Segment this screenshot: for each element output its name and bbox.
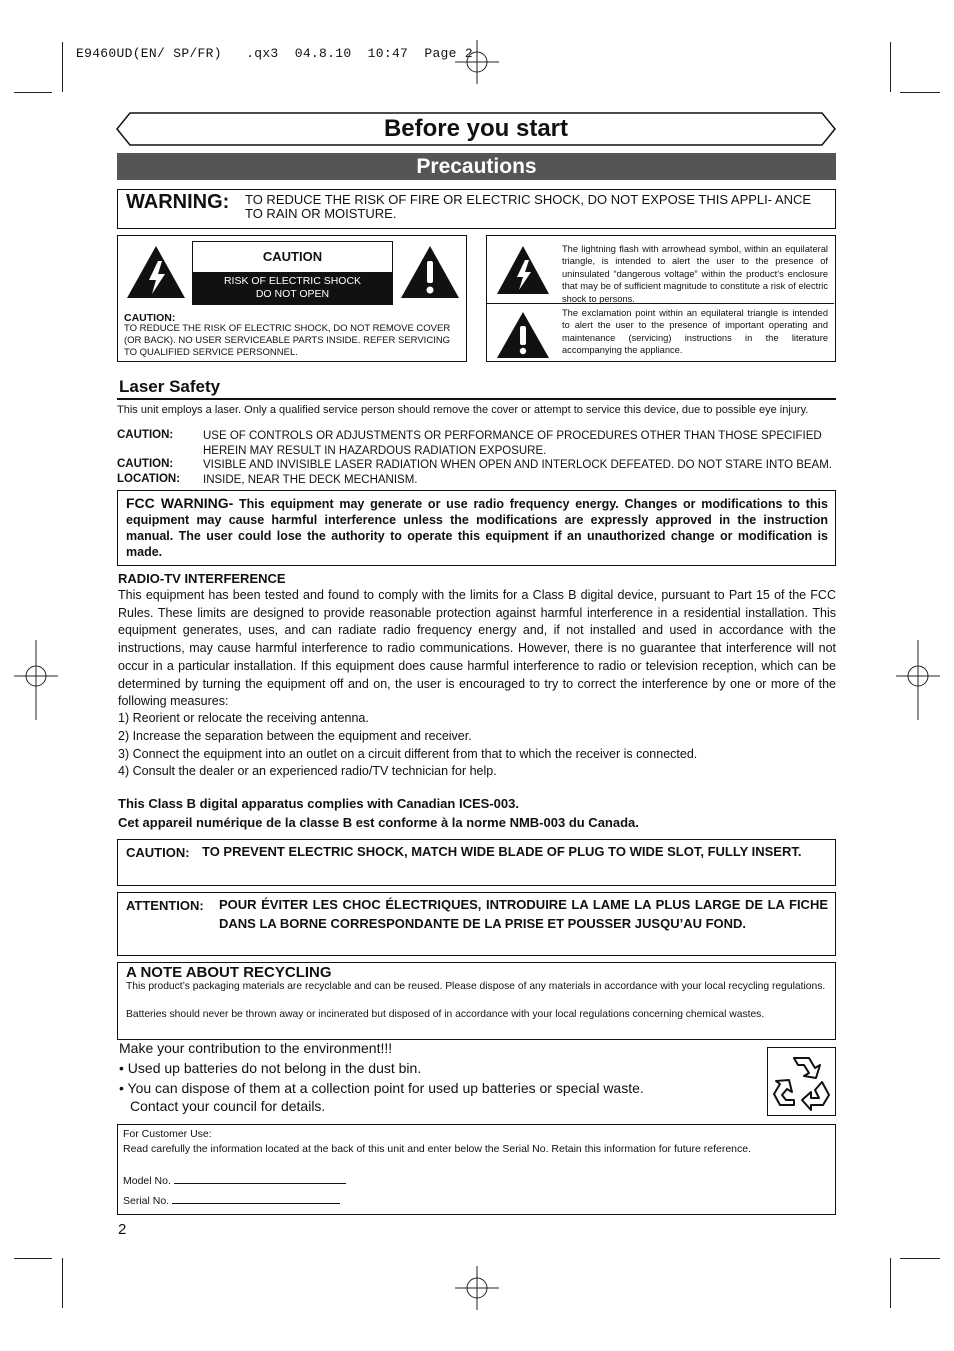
registration-mark-icon [896,640,940,720]
recycle-icon-frame [767,1047,836,1116]
laser-divider [117,398,836,400]
list-item: 1) Reorient or relocate the receiving antenna. [118,711,369,725]
serial-number-blank [172,1194,340,1204]
plug-caution-label: CAUTION: [126,845,190,860]
laser-location-label: LOCATION: [117,473,181,485]
caution-small-title: CAUTION: [124,312,176,324]
caution-small-text: TO REDUCE THE RISK OF ELECTRIC SHOCK, DO NOT REMOVE COVER (OR BACK). NO USER SERVICEABLE PARTS INSIDE. REFER SERVICING TO QUALIFIED SERVICE PERSONNEL. [124,323,451,358]
environment-bullet-2-cont: Contact your council for details. [130,1098,326,1114]
model-number-field [123,1174,829,1189]
exclamation-triangle-icon [399,244,461,300]
caution-line-2: DO NOT OPEN [255,288,330,300]
crop-mark [62,42,63,92]
fcc-warning [126,495,828,560]
customer-use-box [117,1124,836,1215]
crop-mark [900,1258,940,1259]
crop-mark [14,1258,52,1259]
serial-number-label: Serial No. [123,1195,170,1207]
ices-statement-fr: Cet appareil numérique de la classe B est conforme à la norme NMB-003 du Canada. [118,815,639,830]
exclamation-triangle-icon [495,310,551,360]
laser-caution-2-label: CAUTION: [117,458,174,470]
laser-caution-1-label: CAUTION: [117,429,174,441]
lightning-triangle-icon [495,244,551,296]
crop-mark [890,42,891,92]
model-number-label: Model No. [123,1175,171,1187]
customer-text: Read carefully the information located at the back of this unit and enter below the Serial No. Retain this information for future reference. [123,1143,752,1155]
crop-mark [890,1258,891,1308]
customer-title: For Customer Use: [123,1128,212,1140]
fcc-text: This equipment may generate or use radio frequency energy. Changes or modifications to this equipment may cause harmful interference unless the modifications are expressly approved in the instruction manual. The user could lose the authority to operate this equipment if an unauthorized change or modification is made. [126,497,828,559]
crop-mark [62,1258,63,1308]
caution-line-1: RISK OF ELECTRIC SHOCK [223,275,362,287]
exclamation-description: The exclamation point within an equilateral triangle is intended to alert the user to the presence of important operating and maintenance (servicing) instructions in the literature accompanying the appliance. [562,308,828,356]
warning-label: WARNING: [126,191,230,213]
laser-safety-title: Laser Safety [119,377,221,396]
recycling-title: A NOTE ABOUT RECYCLING [126,964,332,981]
caution-heading: CAUTION [262,249,323,264]
print-header: E9460UD(EN/ SP/FR) .qx3 04.8.10 10:47 Page 2 [76,46,473,61]
crop-mark [14,92,52,93]
environment-bullet-1: • Used up batteries do not belong in the dust bin. [119,1060,422,1076]
caution-label [192,241,393,305]
caution-label-box [117,235,467,362]
environment-lead: Make your contribution to the environment!!! [119,1040,393,1056]
attention-box [117,892,836,956]
model-number-blank [174,1174,346,1184]
laser-location-text: INSIDE, NEAR THE DECK MECHANISM. [203,474,418,486]
warning-box [117,189,836,229]
plug-caution-box [117,839,836,886]
caution-banner [193,272,392,304]
symbol-explanation-box [486,235,836,362]
attention-label: ATTENTION: [126,898,204,913]
page-title: Before you start [383,115,569,142]
lightning-row [487,236,834,304]
fcc-warning-box [117,490,836,566]
registration-mark-icon [14,640,58,720]
attention-text: POUR ÉVITER LES CHOC ÉLECTRIQUES, INTRODUIRE LA LAME LA PLUS LARGE DE LA FICHE DANS LA BORNE CORRESPONDANTE DE LA PRISE ET POUSSER JUSQU’AU FOND. [219,897,828,931]
ices-statement-en: This Class B digital apparatus complies with Canadian ICES-003. [118,796,519,811]
plug-caution-text: TO PREVENT ELECTRIC SHOCK, MATCH WIDE BLADE OF PLUG TO WIDE SLOT, FULLY INSERT. [202,844,802,859]
list-item: 2) Increase the separation between the equipment and receiver. [118,729,472,743]
registration-mark-icon [455,1266,499,1310]
list-item: 3) Connect the equipment into an outlet on a circuit different from that to which the receiver is connected. [118,747,698,761]
fcc-label: FCC WARNING- [126,495,234,511]
laser-intro: This unit employs a laser. Only a qualified service person should remove the cover or attempt to service this device, due to possible eye injury. [117,404,809,416]
recycling-text-1: This product’s packaging materials are recyclable and can be reused. Please dispose of any materials in accordance with your local recycling regulations. [126,981,826,992]
laser-caution-2-text: VISIBLE AND INVISIBLE LASER RADIATION WHEN OPEN AND INTERLOCK DEFEATED. DO NOT STARE INTO BEAM. [203,459,833,471]
section-title: Precautions [117,153,836,180]
recycling-text-2: Batteries should never be thrown away or incinerated but disposed of in accordance with your local regulations concerning chemical wastes. [126,1009,765,1020]
page-number: 2 [118,1221,127,1238]
lightning-triangle-icon [125,244,187,300]
page-title-banner [116,112,836,146]
serial-number-field [123,1194,829,1209]
radio-tv-title: RADIO-TV INTERFERENCE [118,571,286,586]
radio-tv-body: This equipment has been tested and found to comply with the limits for a Class B digital device, pursuant to Part 15 of the FCC Rules. These limits are designed to provide reasonable protection against harmful interference in a residential installation. This equipment generates, uses, and can radiate radio frequency energy and, if not installed and used in accordance with the instructions, may cause harmful interference to radio communications. However, there is no guarantee that interference will not occur in a particular installation. If this equipment does cause harmful interference to radio or television reception, which can be determined by turning the equipment off and on, the user is encouraged to try to correct the interference by one or more of the following measures: [118,588,836,709]
environment-bullet-2: • You can dispose of them at a collection point for used up batteries or special waste. [119,1080,644,1096]
recycle-icon [768,1048,835,1115]
laser-caution-1-text: USE OF CONTROLS OR ADJUSTMENTS OR PERFORMANCE OF PROCEDURES OTHER THAN THOSE SPECIFIED HEREIN MAY RESULT IN HAZARDOUS RADIATION EXPOSURE. [203,430,822,457]
list-item: 4) Consult the dealer or an experienced radio/TV technician for help. [118,764,497,778]
lightning-description: The lightning flash with arrowhead symbol, within an equilateral triangle, is intended to alert the user to the presence of uninsulated “dangerous voltage” within the product’s enclosure that may be of sufficient magnitude to constitute a risk of electric shock to persons. [562,244,828,304]
warning-text: TO REDUCE THE RISK OF FIRE OR ELECTRIC SHOCK, DO NOT EXPOSE THIS APPLI- ANCE TO RAIN OR MOISTURE. [245,192,812,221]
crop-mark [900,92,940,93]
recycling-note-box [117,962,836,1040]
